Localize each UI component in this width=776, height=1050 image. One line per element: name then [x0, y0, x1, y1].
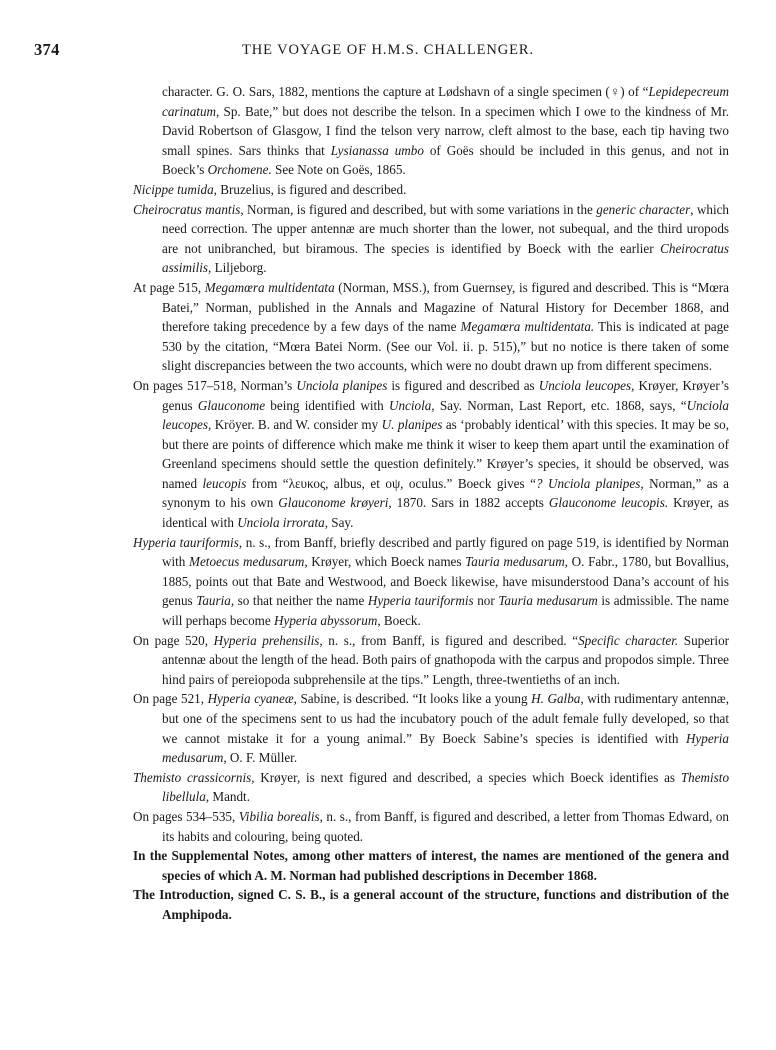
italic-text: Hyperia medusarum	[162, 730, 729, 766]
text-run: , Krøyer, which Boeck names	[304, 554, 466, 570]
paragraph-unciola	[133, 376, 729, 533]
text-run: The Introduction, signed C. S. B., is a general account of the structure, functions and distribution of the Amphipoda.	[133, 887, 729, 922]
text-run: , with rudimentary antennæ, but one of the specimens sent to us had the incubatory pouch of the adult female fully developed, so that we cannot mistake it for a young animal.” By Boeck Sabine’s species is identified with	[162, 691, 729, 746]
text-run: , Sp. Bate,” but does not describe the telson. In a specimen which I owe to the kindness of Mr. David Robertson of Glasgow, I find the telson very narrow, cleft almost to the base, each tip having two small spines. Sars thinks that	[162, 103, 729, 158]
text-run: Krøyer, Krøyer’s genus	[162, 377, 729, 413]
paragraph-hyperia-prehensilis	[133, 631, 729, 690]
text-run: Kröyer. B. and W. consider my	[211, 417, 382, 433]
italic-text: Hyperia tauriformis	[133, 534, 239, 550]
italic-text: Unciola planipes	[296, 377, 388, 393]
text-run: of Goës should be included in this genus, and not in Boeck’s	[162, 142, 730, 178]
text-run: , so that neither the name	[230, 593, 368, 609]
text-run: , O. Fabr., 1780, but Bovallius, 1885, points out that Bate and Westwood, and Boeck likewise, have misunderstood Dana’s account of his genus	[162, 554, 729, 609]
italic-text: Unciola,	[388, 397, 435, 413]
text-run: , O. F. Müller.	[223, 750, 298, 766]
text-run: , Liljeborg.	[208, 260, 267, 276]
text-run: , Mandt.	[205, 789, 250, 805]
paragraph-supplemental-notes	[133, 846, 729, 885]
text-run: On page 520,	[133, 632, 214, 648]
paragraph-megamoera	[133, 278, 729, 376]
text-run: , Krøyer, is next figured and described, a species which Boeck identifies as	[251, 769, 681, 785]
text-run: as ‘probably identical’ with this species. It may be so, but there are points of difference which make me think it wiser to keep them apart until the examination of Greenland specimens should settle the question definitely.” Krøyer’s species, it should be observed, was named	[162, 417, 729, 491]
paragraph-vibilia	[133, 807, 729, 846]
text-run: Say. Norman, Last Report, etc. 1868, says, “	[434, 397, 687, 413]
running-title: THE VOYAGE OF H.M.S. CHALLENGER.	[242, 42, 534, 58]
text-body	[133, 82, 729, 925]
italic-text: Hyperia prehensilis	[213, 632, 320, 648]
italic-text: Specific character.	[578, 632, 679, 648]
text-run: is figured and described as	[387, 377, 539, 393]
italic-text: Cheirocratus mantis	[133, 201, 241, 217]
italic-text: Themisto libellula	[162, 769, 730, 805]
italic-text: Glauconome krøyeri	[278, 495, 389, 511]
italic-text: Hyperia tauriformis	[367, 593, 474, 609]
text-run: In the Supplemental Notes, among other matters of interest, the names are mentioned of the genera and species of which A. M. Norman had published descriptions in December 1868.	[133, 848, 729, 883]
text-run: , Sabine, is described. “It looks like a young	[293, 691, 532, 707]
italic-text: Metoecus medusarum	[189, 554, 305, 570]
text-run: Norman,” as a synonym to his own	[162, 475, 730, 511]
italic-text: Orchomene.	[207, 162, 272, 178]
italic-text: Unciola leucopes,	[538, 377, 635, 393]
text-run: character. G. O. Sars, 1882, mentions the capture at Lødshavn of a single specimen (♀) of “	[162, 84, 649, 99]
italic-text: Lepidepecreum carinatum	[162, 84, 729, 119]
italic-text: Megamœra multidentata	[204, 279, 335, 295]
italic-text: Unciola leucopes,	[162, 397, 729, 433]
text-run: Superior antennæ about the length of the head. Both pairs of gnathopoda with the carpus and propodos simple. Three hind pairs of pereiopoda subprehensile at the tips.” Length, three-twentieths of an inch.	[162, 632, 730, 687]
text-run: This is indicated at page 530 by the citation, “Mœra Batei Norm. (See our Vol. ii. p. 515),” but no notice is there taken of some slight discrepancies between the two accounts, which were no doubt drawn up from different specimens.	[162, 319, 729, 374]
text-run: being identified with	[265, 397, 389, 413]
text-run: from “λευκος, albus, et οψ, oculus.” Boeck gives “	[246, 475, 536, 491]
italic-text: ? Unciola planipes,	[535, 475, 644, 491]
paragraph-themisto	[133, 768, 729, 807]
italic-text: Hyperia cyaneæ	[207, 691, 294, 707]
italic-text: U. planipes	[381, 417, 443, 433]
italic-text: Tauria	[196, 593, 231, 609]
text-run: nor	[473, 593, 499, 609]
text-run: On pages 517–518, Norman’s	[133, 377, 297, 393]
italic-text: Themisto crassicornis	[133, 769, 252, 785]
text-run: On pages 534–535,	[133, 808, 239, 824]
text-run: , Bruzelius, is figured and described.	[213, 181, 407, 197]
text-run: , n. s., from Banff, is figured and described. “	[319, 632, 579, 648]
italic-text: H. Galba	[531, 691, 581, 707]
text-run: , which need correction. The upper antennæ are much shorter than the lower, not subequal, and the third uropods are not unibranched, but biramous. The species is identified by Boeck with the earlier	[162, 201, 730, 256]
text-run: On page 521,	[133, 691, 208, 707]
text-run: , Say.	[324, 515, 354, 531]
page-number: 374	[34, 40, 60, 59]
text-run: , 1870. Sars in 1882 accepts	[388, 495, 549, 511]
italic-text: Cheirocratus assimilis	[162, 240, 729, 276]
italic-text: Nicippe tumida	[133, 181, 214, 197]
italic-text: Tauria medusarum	[465, 554, 565, 570]
italic-text: Unciola irrorata	[237, 515, 325, 531]
italic-text: Lysianassa umbo	[330, 142, 424, 158]
text-run: is admissible. The name will perhaps become	[162, 593, 729, 629]
italic-text: Glauconome leucopis.	[548, 495, 669, 511]
paragraph-hyperia-cyanea	[133, 689, 729, 767]
text-run: Krøyer, as identical with	[162, 495, 729, 531]
italic-text: leucopis	[202, 475, 247, 491]
text-run: , n. s., from Banff, is figured and described, a letter from Thomas Edward, on its habits and colouring, being quoted.	[162, 808, 729, 844]
text-run: , Boeck.	[377, 613, 421, 629]
italic-text: Hyperia abyssorum	[274, 613, 378, 629]
text-run: (Norman, MSS.), from Guernsey, is figured and described. This is “Mœra Batei,” Norman, published in the Annals and Magazine of Natural History for December 1868, and therefore taking precedence by a few days of the name	[162, 279, 729, 335]
text-run: , Norman, is figured and described, but with some variations in the	[240, 201, 597, 217]
paragraph-continuation-sars	[133, 82, 729, 180]
italic-text: Megamœra multidentata.	[460, 319, 595, 335]
paragraph-cheirocratus	[133, 200, 729, 278]
italic-text: Tauria medusarum	[498, 593, 598, 609]
text-run: At page 515,	[133, 279, 205, 295]
italic-text: Vibilia borealis	[238, 808, 320, 824]
italic-text: generic character	[596, 201, 691, 217]
paragraph-nicippe	[133, 180, 729, 200]
text-run: See Note on Goës, 1865.	[271, 162, 406, 178]
italic-text: Glauconome	[197, 397, 266, 413]
paragraph-introduction	[133, 885, 729, 924]
paragraph-hyperia-tauriformis	[133, 533, 729, 631]
text-run: , n. s., from Banff, briefly described and partly figured on page 519, is identified by Norman with	[162, 534, 729, 570]
